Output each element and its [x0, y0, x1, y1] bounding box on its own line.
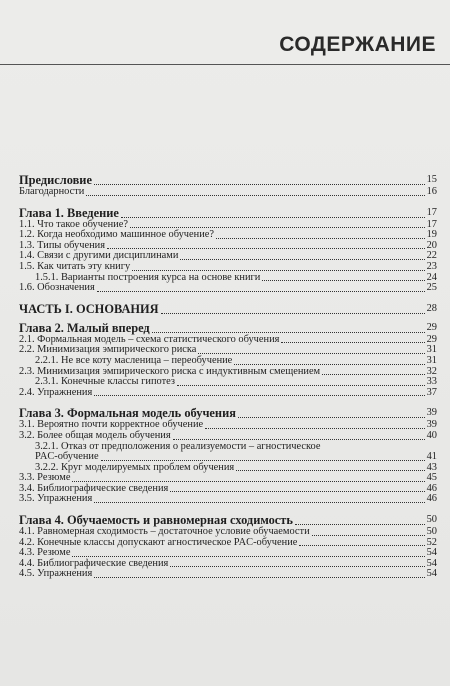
dot-leader	[236, 470, 424, 471]
dot-leader	[121, 217, 425, 218]
toc-entry[interactable]	[19, 513, 437, 527]
toc-page-number: 41	[426, 451, 437, 463]
toc-page-number: 46	[426, 482, 437, 494]
toc-entry[interactable]	[19, 187, 437, 198]
dot-leader	[281, 342, 424, 343]
toc-entry-title: 4.4. Библиографические сведения	[19, 557, 169, 569]
dot-leader	[216, 238, 425, 239]
toc-page-number: 50	[426, 526, 437, 538]
toc-entry[interactable]	[19, 283, 437, 294]
toc-spacer	[19, 398, 437, 406]
toc-page-number: 54	[426, 547, 437, 559]
toc-page-number: 17	[426, 206, 437, 218]
dot-leader	[322, 374, 424, 375]
toc-page-number: 39	[426, 407, 437, 419]
toc-page-number: 24	[426, 271, 437, 283]
toc-entry-title: 2.4. Упражнения	[19, 386, 93, 398]
toc-page-number: 22	[426, 250, 437, 262]
toc-entry-title: Предисловие	[19, 173, 92, 187]
toc-entry[interactable]	[19, 406, 437, 420]
dot-leader	[72, 481, 424, 482]
toc-spacer	[19, 505, 437, 513]
dot-leader	[312, 535, 425, 536]
toc-entry-title: 2.2. Минимизация эмпирического риска	[19, 344, 197, 356]
toc-entry[interactable]	[19, 262, 437, 273]
dot-leader	[132, 270, 424, 271]
toc-entry-title: 1.2. Когда необходимо машинное обучение?	[19, 229, 214, 241]
dot-leader	[97, 291, 425, 292]
toc-entry-title: Благодарности	[19, 186, 85, 197]
page-title: СОДЕРЖАНИЕ	[279, 33, 436, 56]
dot-leader	[72, 556, 424, 557]
toc-page-number: 29	[426, 333, 437, 345]
dot-leader	[94, 184, 425, 185]
toc-entry-title: PAC-обучение	[35, 451, 99, 463]
toc-entry-title: 4.1. Равномерная сходимость – достаточное условие обучаемости	[19, 526, 310, 538]
toc-entry-title: 4.2. Конечные классы допускают агностическое PAC-обучение	[19, 536, 298, 548]
toc-entry-title: ЧАСТЬ I. ОСНОВАНИЯ	[19, 301, 159, 316]
table-of-contents	[19, 173, 437, 580]
toc-page-number: 37	[426, 386, 437, 398]
toc-entry-title: 3.2. Более общая модель обучения	[19, 429, 171, 441]
dot-leader	[170, 566, 424, 567]
dot-leader	[234, 364, 424, 365]
toc-spacer	[19, 198, 437, 206]
toc-entry-title: 3.5. Упражнения	[19, 493, 93, 505]
dot-leader	[262, 280, 424, 281]
dot-leader	[152, 332, 425, 333]
toc-page-number: 39	[426, 419, 437, 431]
dot-leader	[94, 502, 424, 503]
toc-page-number: 15	[426, 174, 437, 185]
toc-page-number: 54	[426, 557, 437, 569]
dot-leader	[170, 491, 424, 492]
toc-entry-title: Глава 3. Формальная модель обучения	[19, 406, 236, 421]
toc-entry[interactable]	[19, 206, 437, 220]
dot-leader	[205, 428, 424, 429]
toc-entry-title: 2.1. Формальная модель – схема статистического обучения	[19, 333, 280, 345]
title-rule	[0, 64, 450, 65]
toc-page-number: 31	[426, 344, 437, 356]
dot-leader	[130, 227, 425, 228]
toc-entry[interactable]	[19, 538, 437, 549]
toc-entry[interactable]	[19, 356, 437, 367]
toc-page-number: 46	[426, 493, 437, 505]
toc-page-number: 33	[426, 376, 437, 388]
toc-page-number: 23	[426, 260, 437, 272]
dot-leader	[94, 395, 424, 396]
toc-entry-title: 2.2.1. Не все коту масленица – переобучение	[35, 354, 233, 366]
toc-page-number: 20	[426, 239, 437, 251]
toc-entry-title: 1.5. Как читать эту книгу	[19, 260, 131, 272]
dot-leader	[107, 248, 425, 249]
toc-entry-title: 1.1. Что такое обучение?	[19, 218, 128, 230]
toc-entry[interactable]	[19, 321, 437, 335]
dot-leader	[86, 195, 424, 196]
toc-entry-title: 4.5. Упражнения	[19, 568, 93, 580]
dot-leader	[238, 417, 425, 418]
dot-leader	[173, 439, 425, 440]
toc-entry[interactable]	[19, 494, 437, 505]
toc-page-number: 25	[426, 282, 437, 294]
toc-entry[interactable]	[19, 569, 437, 580]
toc-entry-title: Глава 4. Обучаемость и равномерная сходимость	[19, 513, 293, 528]
toc-page-number: 28	[426, 302, 437, 314]
toc-entry[interactable]	[19, 173, 437, 187]
dot-leader	[94, 577, 424, 578]
toc-entry-title: 3.2.2. Круг моделируемых проблем обучения	[35, 461, 235, 473]
toc-entry-title: 1.5.1. Варианты построения курса на основе книги	[35, 271, 261, 283]
toc-page-number: 31	[426, 354, 437, 366]
dot-leader	[180, 259, 424, 260]
toc-page-number: 17	[426, 218, 437, 230]
dot-leader	[198, 353, 424, 354]
dot-leader	[161, 313, 425, 314]
toc-page-number: 52	[426, 536, 437, 548]
toc-page-number: 29	[426, 321, 437, 333]
toc-page-number: 54	[426, 568, 437, 580]
toc-entry[interactable]	[19, 431, 437, 442]
toc-page-number: 40	[426, 429, 437, 441]
toc-entry[interactable]	[19, 388, 437, 399]
toc-page-number: 16	[426, 186, 437, 197]
dot-leader	[101, 460, 425, 461]
dot-leader	[177, 385, 425, 386]
toc-entry[interactable]	[19, 463, 437, 474]
toc-entry-title: 1.3. Типы обучения	[19, 239, 105, 251]
toc-entry-title: 3.4. Библиографические сведения	[19, 482, 169, 494]
toc-page-number: 19	[426, 229, 437, 241]
toc-spacer	[19, 294, 437, 302]
dot-leader	[295, 524, 425, 525]
toc-entry-title: 2.3. Минимизация эмпирического риска с индуктивным смещением	[19, 365, 321, 377]
toc-entry-title: 2.3.1. Конечные классы гипотез	[35, 376, 175, 388]
toc-page-number: 43	[426, 461, 437, 473]
toc-entry-title: Глава 1. Введение	[19, 205, 119, 220]
toc-entry-title: 4.3. Резюме	[19, 547, 71, 559]
toc-entry[interactable]	[19, 302, 437, 316]
toc-entry-title: 3.3. Резюме	[19, 472, 71, 484]
toc-page-number: 45	[426, 472, 437, 484]
toc-page-number: 50	[426, 514, 437, 526]
toc-entry-title: 1.6. Обозначения	[19, 282, 95, 294]
toc-entry-title: Глава 2. Малый вперед	[19, 320, 150, 335]
toc-entry-title: 3.2.1. Отказ от предположения о реализуемости – агностическое	[35, 440, 321, 452]
dot-leader	[299, 545, 424, 546]
toc-entry-title: 1.4. Связи с другими дисциплинами	[19, 250, 179, 262]
toc-entry-title: 3.1. Вероятно почти корректное обучение	[19, 419, 204, 431]
toc-page-number: 32	[426, 365, 437, 377]
